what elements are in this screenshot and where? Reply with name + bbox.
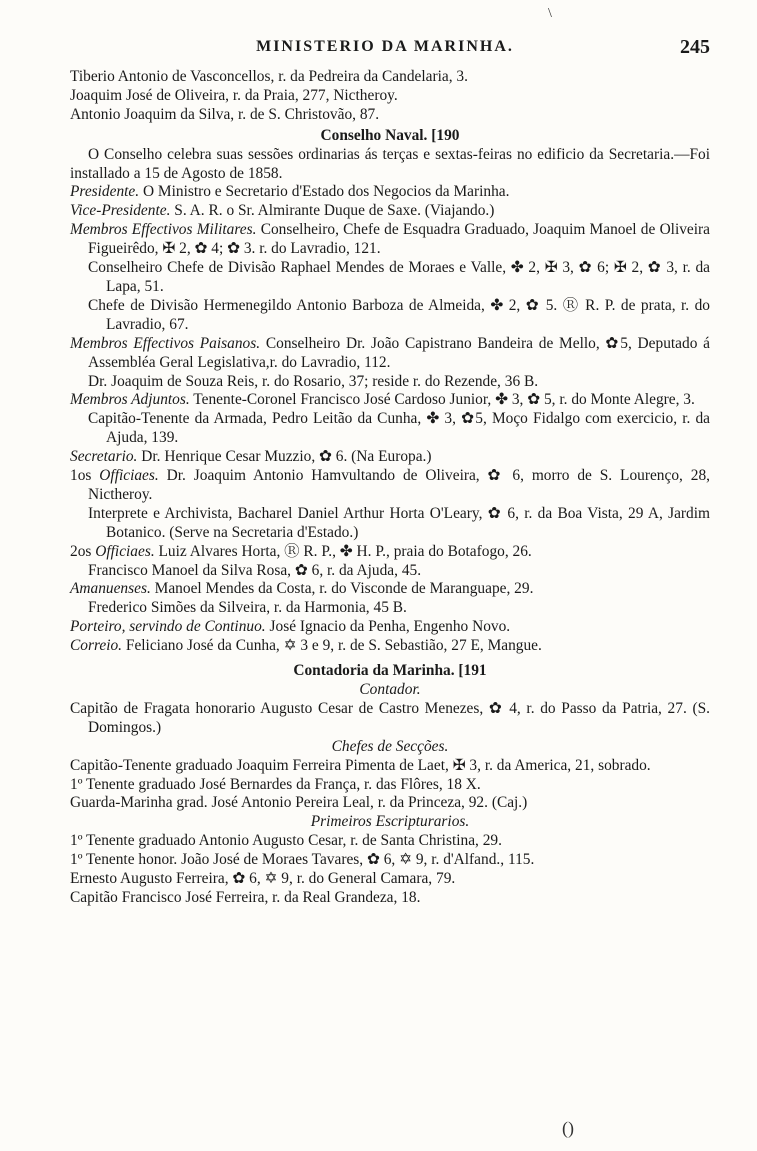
entry-text: José Ignacio da Penha, Engenho Novo. [269, 618, 511, 636]
entry-label: Officiaes. [95, 542, 155, 560]
entry-label: Amanuenses. [70, 580, 151, 598]
entry-text: Dr. Joaquim Antonio Hamvultando de Oliveira, ✿ 6, morro de S. Lourenço, 28, Nictheroy. [88, 467, 710, 503]
entry-text: Dr. Henrique Cesar Muzzio, ✿ 6. (Na Europa.) [141, 448, 432, 466]
entry-label: Porteiro, servindo de Continuo. [70, 618, 266, 636]
entry-label: Presidente. [70, 183, 140, 201]
entry-vice-presidente [70, 202, 710, 221]
subsection-title: Chefes de Secções. [331, 737, 449, 755]
entry-line: 1º Tenente graduado José Bernardes da França, r. das Flôres, 18 X. [70, 775, 481, 793]
entry-membros-militares [70, 221, 710, 259]
entry-prefix: 2os [70, 542, 92, 560]
subsection-title: Primeiros Escripturarios. [310, 813, 470, 831]
entry-correio [70, 637, 710, 656]
entry-text: Tenente-Coronel Francisco José Cardoso Junior, ✤ 3, ✿ 5, r. do Monte Alegre, 3. [193, 391, 695, 409]
entry-text: O Ministro e Secretario d'Estado dos Negocios da Marinha. [142, 183, 510, 201]
entry-prefix: 1os [70, 467, 92, 485]
entry-line: Conselheiro Chefe de Divisão Raphael Mendes de Moraes e Valle, ✤ 2, ✠ 3, ✿ 6; ✠ 2, ✿ 3, r. da Lapa, 51. [88, 259, 710, 295]
entry-line: Guarda-Marinha grad. José Antonio Pereira Leal, r. da Princeza, 92. (Caj.) [70, 794, 528, 812]
page-number: 245 [680, 36, 710, 58]
page-header [0, 38, 757, 68]
entry-line: Tiberio Antonio de Vasconcellos, r. da Pedreira da Candelaria, 3. [70, 68, 468, 85]
entry-text: Manoel Mendes da Costa, r. do Visconde de Maranguape, 29. [154, 580, 534, 598]
entry-label: Membros Effectivos Militares. [70, 221, 257, 239]
entry-membros-paisanos [70, 335, 710, 373]
entry-line: Antonio Joaquim da Silva, r. de S. Christovão, 87. [70, 105, 380, 123]
entry-porteiro [70, 618, 710, 637]
entry-line: Capitão-Tenente da Armada, Pedro Leitão da Cunha, ✤ 3, ✿5, Moço Fidalgo com exercicio, r. da Ajuda, 139. [88, 410, 710, 447]
subsection-title: Contador. [359, 681, 421, 698]
entry-amanuenses [70, 580, 710, 599]
entry-text: Luiz Alvares Horta, Ⓡ R. P., ✤ H. P., praia do Botafogo, 26. [158, 542, 532, 560]
page-content [70, 68, 710, 908]
entry-line: Ernesto Augusto Ferreira, ✿ 6, ✡ 9, r. do General Camara, 79. [70, 870, 456, 888]
entry-secretario [70, 448, 710, 467]
entry-label: Officiaes. [99, 467, 159, 485]
entry-label: Vice-Presidente. [70, 202, 171, 220]
spacer [70, 656, 710, 660]
entry-text: Feliciano José da Cunha, ✡ 3 e 9, r. de S. Sebastião, 27 E, Mangue. [125, 637, 542, 655]
section-title-conselho-naval: Conselho Naval. [190 [320, 126, 460, 144]
entry-line: Capitão de Fragata honorario Augusto Cesar de Castro Menezes, ✿ 4, r. do Passo da Patria, 27. (S. Domingos.) [70, 699, 710, 736]
scan-mark-icon: \ [548, 6, 552, 21]
entry-line: Chefe de Divisão Hermenegildo Antonio Barboza de Almeida, ✤ 2, ✿ 5. Ⓡ R. P. de prata, r. do Lavradio, 67. [88, 296, 710, 333]
entry-label: Secretario. [70, 448, 138, 466]
entry-line: O Conselho celebra suas sessões ordinarias ás terças e sextas-feiras no edificio da Secretaria.—Foi installado a 15 de Agosto de 1858. [70, 145, 710, 182]
entry-line: Frederico Simões da Silveira, r. da Harmonia, 45 B. [88, 599, 407, 617]
entry-label: Membros Effectivos Paisanos. [70, 334, 261, 352]
entry-presidente [70, 183, 710, 202]
entry-line: Capitão-Tenente graduado Joaquim Ferreira Pimenta de Laet, ✠ 3, r. da America, 21, sobrado. [70, 756, 651, 774]
entry-line: Joaquim José de Oliveira, r. da Praia, 277, Nictheroy. [70, 86, 398, 104]
entry-line: Capitão Francisco José Ferreira, r. da Real Grandeza, 18. [70, 888, 421, 906]
entry-line: Interprete e Archivista, Bacharel Daniel Arthur Horta O'Leary, ✿ 6, r. da Boa Vista, 29 A, Jardim Botanico. (Serve na Secretaria d'Estado.) [88, 504, 710, 541]
section-title-contadoria: Contadoria da Marinha. [191 [293, 662, 487, 680]
entry-line: 1º Tenente honor. João José de Moraes Tavares, ✿ 6, ✡ 9, r. d'Alfand., 115. [70, 851, 535, 869]
entry-line: Francisco Manoel da Silva Rosa, ✿ 6, r. da Ajuda, 45. [88, 561, 422, 579]
scan-mark-icon: () [562, 1118, 574, 1138]
entry-line: Dr. Joaquim de Souza Reis, r. do Rosario, 37; reside r. do Rezende, 36 B. [88, 372, 539, 390]
entry-text: S. A. R. o Sr. Almirante Duque de Saxe. (Viajando.) [174, 202, 495, 220]
entry-membros-adjuntos [70, 391, 710, 410]
entry-label: Membros Adjuntos. [70, 391, 190, 409]
entry-line: 1º Tenente graduado Antonio Augusto Cesar, r. de Santa Christina, 29. [70, 832, 502, 850]
entry-primeiros-officiaes [70, 467, 710, 505]
entry-label: Correio. [70, 637, 123, 655]
running-title: MINISTERIO DA MARINHA. [256, 38, 514, 55]
entry-text: Conselheiro Dr. João Capistrano Bandeira de Mello, ✿5, Deputado á Assembléa Geral Legislativa,r. do Lavradio, 112. [88, 334, 710, 371]
entry-segundos-officiaes [70, 543, 710, 562]
entry-text: Conselheiro, Chefe de Esquadra Graduado, Joaquim Manoel de Oliveira Figueirêdo, ✠ 2, ✿ 4; ✿ 3. r. do Lavradio, 121. [88, 221, 710, 258]
